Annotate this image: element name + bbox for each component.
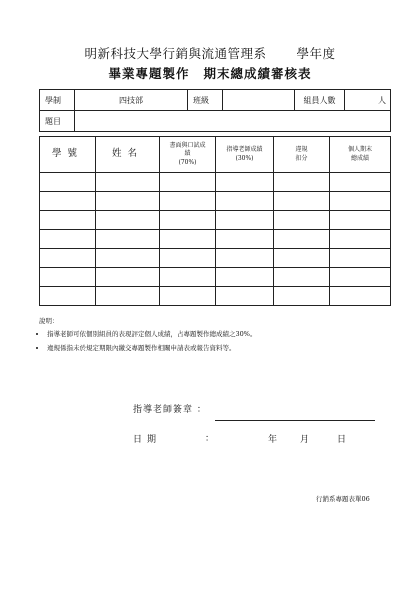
- table-row: [40, 211, 391, 230]
- written-oral-header: [160, 137, 216, 173]
- violation-cell[interactable]: [274, 192, 330, 211]
- final-grade-cell[interactable]: [330, 287, 391, 306]
- written-oral-header-line1: 書面與口試成: [169, 142, 206, 150]
- written-oral-cell[interactable]: [160, 230, 216, 249]
- grade-table-header: [40, 137, 391, 173]
- advisor-grade-cell[interactable]: [216, 287, 274, 306]
- violation-cell[interactable]: [274, 230, 330, 249]
- written-oral-cell[interactable]: [160, 173, 216, 192]
- grade-label: 班級: [188, 90, 223, 111]
- table-row: [40, 192, 391, 211]
- date-label: 日期: [133, 435, 162, 445]
- academic-year-label: 學年度: [296, 46, 336, 61]
- final-grade-cell[interactable]: [330, 173, 391, 192]
- grade-table-body: [40, 173, 391, 306]
- name-cell[interactable]: [96, 192, 160, 211]
- name-cell[interactable]: [96, 249, 160, 268]
- student-id-cell[interactable]: [40, 192, 96, 211]
- table-row: [40, 268, 391, 287]
- final-grade-cell[interactable]: [330, 249, 391, 268]
- violation-cell[interactable]: [274, 268, 330, 287]
- written-oral-cell[interactable]: [160, 268, 216, 287]
- topic-value[interactable]: [75, 111, 391, 132]
- info-row-class: [40, 90, 391, 111]
- school-department-heading: [0, 44, 420, 62]
- final-grade-header: [330, 137, 391, 173]
- name-cell[interactable]: [96, 287, 160, 306]
- advisor-grade-cell[interactable]: [216, 268, 274, 287]
- written-oral-cell[interactable]: [160, 249, 216, 268]
- advisor-grade-header: [216, 137, 274, 173]
- advisor-grade-cell[interactable]: [216, 192, 274, 211]
- grade-value[interactable]: [223, 90, 295, 111]
- signature-line[interactable]: [215, 420, 375, 421]
- advisor-grade-weight: (30%): [235, 154, 254, 162]
- violation-cell[interactable]: [274, 173, 330, 192]
- written-oral-cell[interactable]: [160, 287, 216, 306]
- name-cell[interactable]: [96, 211, 160, 230]
- notes-list: [39, 329, 256, 353]
- grade-table: [39, 136, 391, 306]
- written-oral-cell[interactable]: [160, 192, 216, 211]
- advisor-grade-cell[interactable]: [216, 249, 274, 268]
- topic-label: 題目: [40, 111, 75, 132]
- student-id-cell[interactable]: [40, 268, 96, 287]
- project-title: 畢業專題製作: [108, 66, 190, 81]
- note-item: • 違規係指未於規定期限內繳交專題製作相關申請表或報告資料等。: [47, 343, 256, 353]
- notes-heading: 說明：: [39, 317, 59, 325]
- violation-deduction-header: [274, 137, 330, 173]
- month-label: 月: [300, 435, 310, 445]
- name-cell[interactable]: [96, 268, 160, 287]
- final-grade-cell[interactable]: [330, 230, 391, 249]
- note-item: • 指導老師可依個別組員的表現評定個人成績，占專題製作總成績之30%。: [47, 329, 256, 339]
- members-unit: 人: [378, 95, 386, 105]
- name-cell[interactable]: [96, 173, 160, 192]
- student-id-cell[interactable]: [40, 211, 96, 230]
- violation-header-line2: 扣分: [295, 154, 308, 162]
- written-oral-cell[interactable]: [160, 211, 216, 230]
- violation-header-line1: 違規: [295, 146, 308, 154]
- student-id-cell[interactable]: [40, 230, 96, 249]
- advisor-grade-cell[interactable]: [216, 211, 274, 230]
- form-number: 行銷系專題表單06: [316, 495, 370, 503]
- day-label: 日: [337, 435, 347, 445]
- name-header: 姓名: [96, 137, 160, 173]
- written-oral-weight: (70%): [178, 158, 197, 166]
- table-row: [40, 230, 391, 249]
- final-grade-cell[interactable]: [330, 268, 391, 287]
- class-label: 學制: [40, 90, 75, 111]
- advisor-signature-label: 指導老師簽章 ：: [133, 405, 207, 415]
- date-colon: ：: [205, 434, 215, 444]
- student-id-cell[interactable]: [40, 173, 96, 192]
- violation-cell[interactable]: [274, 249, 330, 268]
- info-table: [39, 89, 391, 132]
- student-id-header: 學號: [40, 137, 96, 173]
- final-grade-cell[interactable]: [330, 211, 391, 230]
- members-label: 組員人數: [295, 90, 345, 111]
- advisor-grade-cell[interactable]: [216, 230, 274, 249]
- final-grade-header-line1: 個人期末: [347, 146, 372, 154]
- written-oral-header-line2: 績: [184, 150, 191, 158]
- info-row-topic: [40, 111, 391, 132]
- notes-section: [39, 316, 256, 356]
- student-id-cell[interactable]: [40, 249, 96, 268]
- advisor-grade-header-line1: 指導老師成績: [226, 146, 263, 154]
- school-department-name: 明新科技大學行銷與流通管理系: [84, 46, 267, 61]
- year-label: 年: [268, 435, 278, 445]
- members-value[interactable]: [345, 90, 391, 111]
- form-title: 期末總成績審核表: [203, 66, 312, 81]
- advisor-grade-cell[interactable]: [216, 173, 274, 192]
- final-grade-header-line2: 總成績: [350, 154, 369, 162]
- violation-cell[interactable]: [274, 287, 330, 306]
- class-value[interactable]: 四技部: [75, 90, 188, 111]
- final-grade-cell[interactable]: [330, 192, 391, 211]
- form-title-heading: [0, 64, 420, 82]
- table-row: [40, 173, 391, 192]
- student-id-cell[interactable]: [40, 287, 96, 306]
- table-row: [40, 287, 391, 306]
- table-row: [40, 249, 391, 268]
- violation-cell[interactable]: [274, 211, 330, 230]
- name-cell[interactable]: [96, 230, 160, 249]
